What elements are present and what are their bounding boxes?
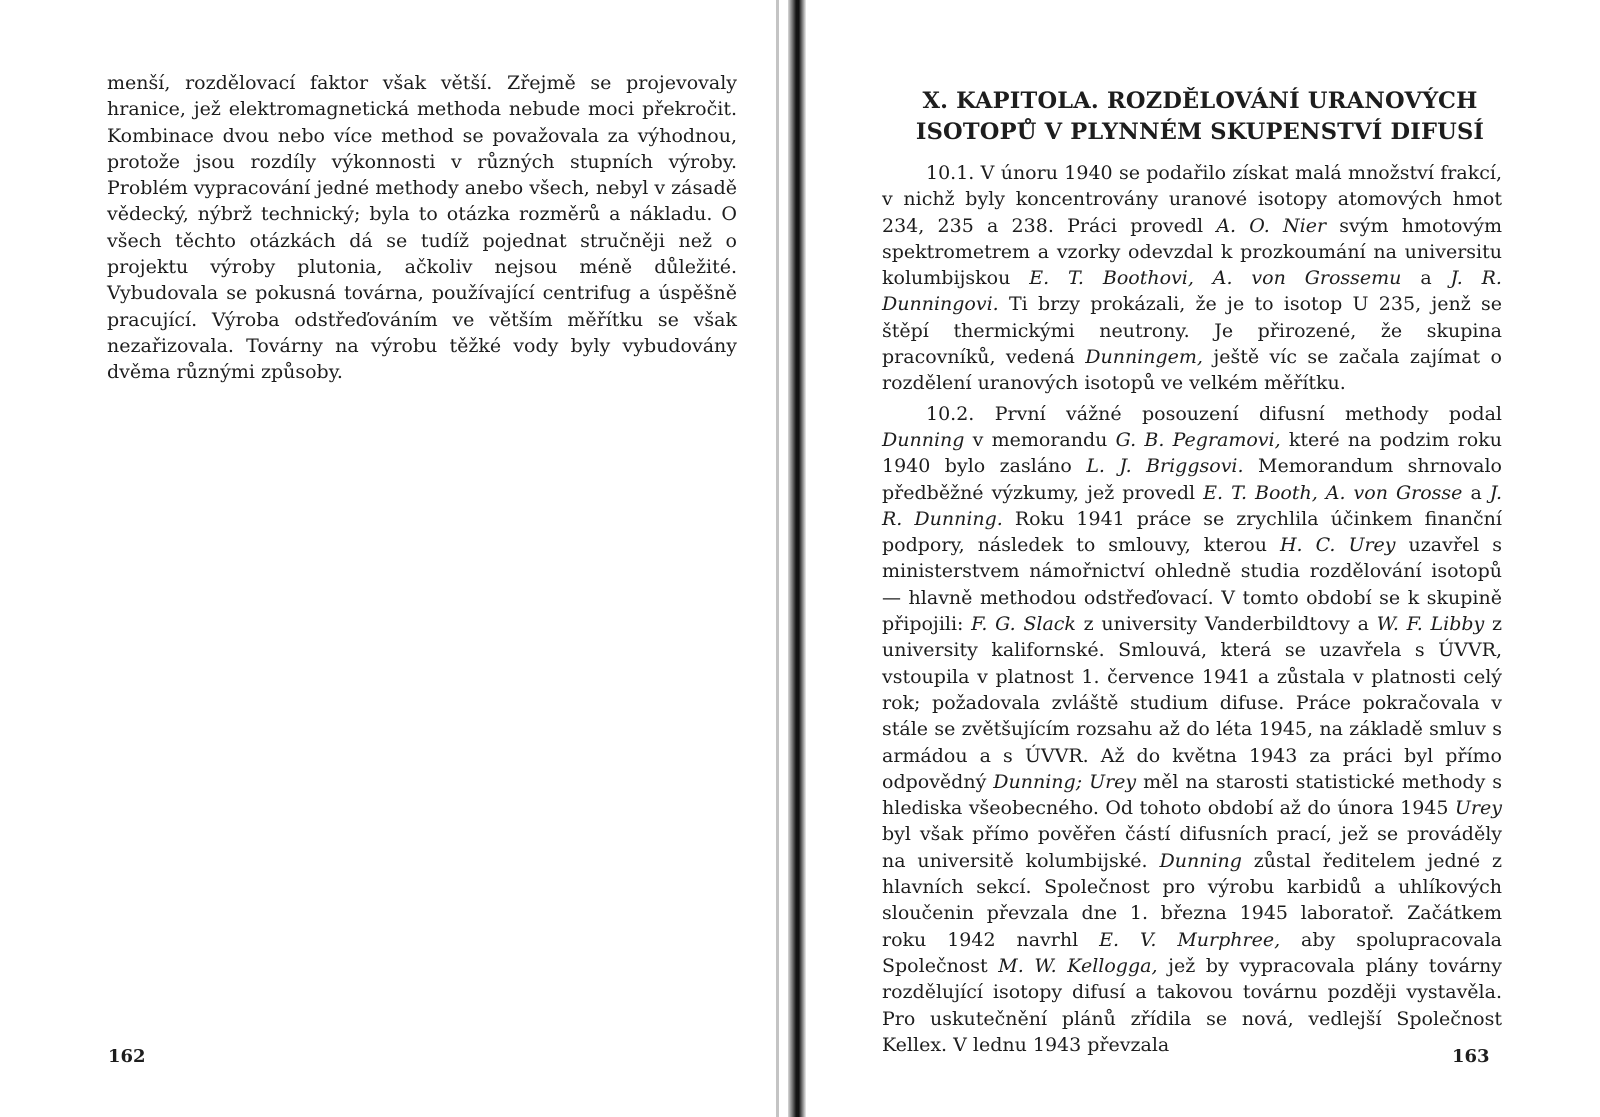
person-name: Dunning; xyxy=(993,770,1083,793)
person-name: E. V. Murphree, xyxy=(1099,928,1281,951)
book-gutter xyxy=(788,0,806,1117)
person-name: W. F. Libby xyxy=(1376,613,1485,636)
left-page xyxy=(0,0,790,1117)
text-run: Memorandum shrnovalo předběžné výzkumy, jež provedl xyxy=(882,455,1502,504)
gutter-shadow-line xyxy=(776,0,779,1117)
text-run: byl však přímo pověřen částí difusních prací, jež se prováděly na universitě kolumbijské. xyxy=(882,823,1502,872)
text-run: uzavřel s ministerstvem námořnictví ohledně studia rozdělování isotopů — hlavně methodou odstřeďovací. V tomto období se k skupině připojili: xyxy=(882,534,1502,636)
text-run: z university kalifornské. Smlouvá, která se uzavřela s ÚVVR, vstoupila v platnost 1. července 1941 a zůstala v platnosti celý rok; požadovala zvláště studium difuse. Práce pokračovala v stále se zvětšujícím rozsahu až do léta 1945, na základě smluv s armádou a s ÚVVR. Až do května 1943 za práci byl přímo odpovědný xyxy=(882,613,1502,793)
text-run: měl na starosti statistické methody s hlediska všeobecného. Od tohoto období až do února 1945 xyxy=(882,770,1503,820)
text-run: z university Vanderbildtovy a xyxy=(1075,613,1377,636)
person-name: Dunning xyxy=(1159,849,1242,872)
left-page-body xyxy=(107,70,737,386)
text-run: jež by vypracovala plány továrny rozdělující isotopy difusí a takovou továrnu později vystavěla. Pro uskutečnění plánů zřídila se nová, vedlejší Společnost Kellex. V lednu 1943 převzala xyxy=(882,954,1502,1056)
person-name: G. B. Pegramovi, xyxy=(1115,428,1281,451)
person-name: J. R. Dunningovi. xyxy=(882,267,1502,316)
text-run: ještě víc se začala zajímat o rozdělení uranových isotopů ve velkém měřítku. xyxy=(882,346,1502,395)
text-run: Ti brzy prokázali, že je to isotop U 235, jenž se štěpí thermickými neutrony. Je přirozené, že skupina pracovníků, vedená xyxy=(882,293,1502,369)
text-run: v memorandu xyxy=(964,428,1116,451)
text-run: svým hmotovým spektrometrem a vzorky odevzdal k prozkoumání na universitu kolumbijskou xyxy=(882,214,1502,290)
person-name: A. O. Nier xyxy=(1216,214,1327,237)
right-page-body xyxy=(882,160,1502,1058)
text-run: a xyxy=(1462,481,1490,504)
text-run: 10.1. V únoru 1940 se podařilo získat malá množství frakcí, v nichž byly koncentrovány uranové isotopy atomových hmot 234, 235 a 238. Práci provedl xyxy=(882,162,1502,237)
person-name: M. W. Kellogga, xyxy=(998,954,1158,977)
page-number-right: 163 xyxy=(1452,1046,1490,1067)
chapter-heading-line2: ISOTOPŮ V PLYNNÉM SKUPENSTVÍ DIFUSÍ xyxy=(915,119,1485,145)
person-name: H. C. Urey xyxy=(1279,534,1396,557)
text-run: aby spolupracovala Společnost xyxy=(882,928,1502,977)
text-run: 10.2. První vážné posouzení difusní methody podal xyxy=(926,402,1502,425)
person-name: Urey xyxy=(1089,770,1137,793)
text-run: zůstal ředitelem jedné z hlavních sekcí. Společnost pro výrobu karbidů a uhlíkových sloučenin převzala dne 1. března 1945 laboratoř. Začátkem roku 1942 navrhl xyxy=(882,849,1502,951)
person-name: Dunningem, xyxy=(1085,346,1203,369)
person-name: E. T. Booth, A. von Grosse xyxy=(1203,481,1463,504)
paragraph-10-1 xyxy=(882,160,1502,397)
text-run: které na podzim roku 1940 bylo zasláno xyxy=(882,428,1502,478)
paragraph-10-2 xyxy=(882,401,1502,1058)
person-name: J. R. Dunning. xyxy=(882,481,1502,530)
left-page-paragraph: menší, rozdělovací faktor však větší. Zřejmě se projevovaly hranice, jež elektromagnetická methoda nebude moci překročit. Kombinace dvou nebo více method se považovala za výhodnou, protože jsou rozdíly výkonnosti v různých stupních výroby. Problém vypracování jedné methody anebo všech, nebyl v zásadě vědecký, nýbrž technický; byla to otázka rozměrů a nákladu. O všech těchto otázkách dá se tudíž pojednat stručněji než o projektu výroby plutonia, ačkoliv nejsou méně důležité. Vybudovala se pokusná továrna, používající centrifug a úspěšně pracující. Výroba odstřeďováním ve větším měřítku se však nezařizovala. Továrny na výrobu těžké vody byly vybudovány dvěma různými způsoby. xyxy=(107,72,737,384)
chapter-heading-line1: X. KAPITOLA. ROZDĚLOVÁNÍ URANOVÝCH xyxy=(922,88,1478,114)
person-name: E. T. Boothovi, A. von Grossemu xyxy=(1029,267,1402,290)
page-number-left: 162 xyxy=(108,1046,146,1067)
person-name: L. J. Briggsovi. xyxy=(1086,455,1244,478)
person-name: Urey xyxy=(1454,797,1502,820)
person-name: F. G. Slack xyxy=(971,613,1076,636)
right-page xyxy=(805,0,1600,1117)
text-run: a xyxy=(1401,267,1451,290)
text-run: Roku 1941 práce se zrychlila účinkem finanční podpory, následek to smlouvy, kterou xyxy=(882,507,1502,557)
person-name: Dunning xyxy=(882,428,965,451)
chapter-heading xyxy=(900,86,1500,148)
